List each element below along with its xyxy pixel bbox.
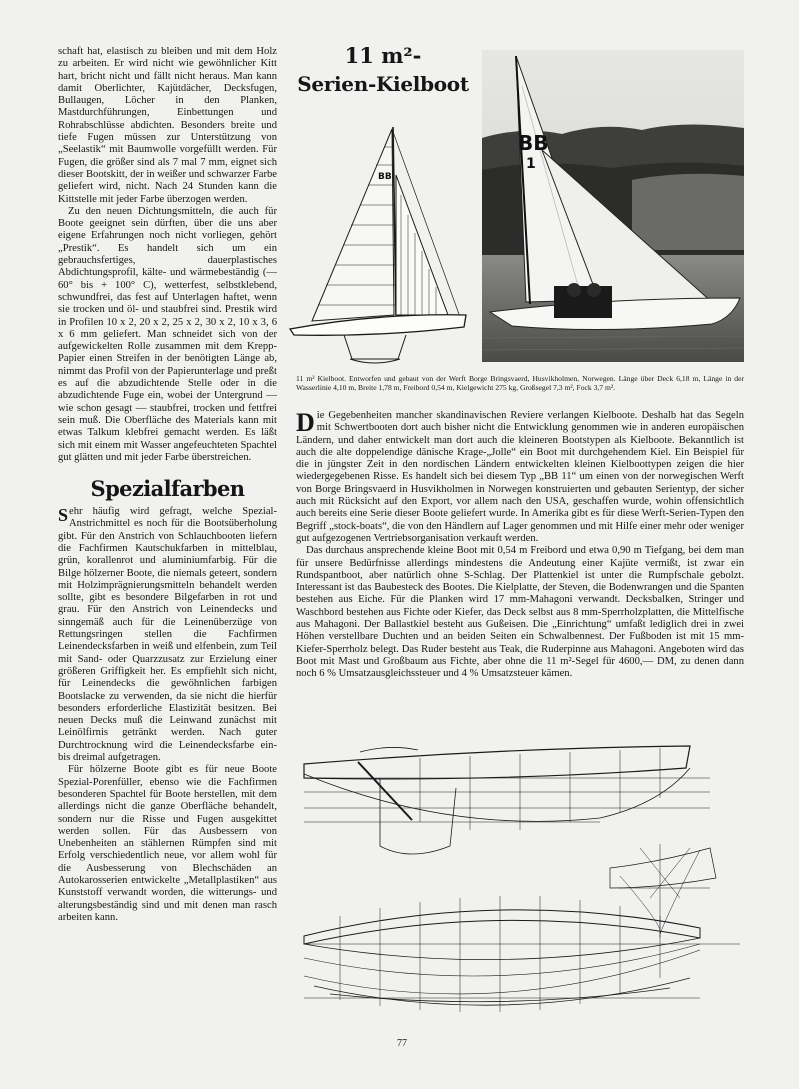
left-column [58,46,277,924]
hull-lines-plan [300,738,750,1038]
sailboat-photo [482,50,744,362]
right-paragraph-1-text: ie Gegebenheiten mancher skandinavischen Reviere verlangen Kielboote. Deshalb hat das Segeln mit Schwertbooten dort auch bisher nicht die Entwicklung genommen wie in anderen europäischen Ländern, und daher entwickelt man dort auch die kleineren Bootstypen als Kielboote. Bekanntlich ist auch die alte doppelendige dänische Krage-„Jolle“ ein Boot mit durchgehendem Kiel. Ein Beispiel für die in jüngster Zeit in den nordischen Ländern entwickelten kleinen Kielboottypen zeigen die hier wiedergegebenen Risse. Es handelt sich bei diesem Typ „BB 11“ um einen von der norwegischen Werft von Borge Bringsvaerd in Husvikholmen in Norwegen konstruierten und gebauten Serientyp, der sicher auch mit Rücksicht auf den Export, vor allem nach den USA, geschaffen wurde, wohin offensichtlich auch bereits eine Serie dieser Boote geliefert wurde. In Amerika gibt es für diese Werft-Serien-Typen den Begriff „stock-boats“, die von den Händlern auf Lager genommen und mit Hilfe einer mehr oder weniger gut aufgezogenen Vertriebsorganisation verkauft werden. [296,410,744,544]
figure-caption: 11 m² Kielboot. Entworfen und gebaut von der Werft Borge Bringsvaerd, Husvikholmen, Norwegen. Länge über Deck 6,18 m, Länge in der Wasserlinie 4,10 m, Breite 1,78 m, Freibord 0,54 m, Kielgewicht 275 kg, Großsegel 7,3 m², Fock 3,7 m². [296,374,744,393]
dropcap-d: D [296,408,315,437]
left-paragraph-4: Für hölzerne Boote gibt es für neue Boote Spezial-Porenfüller, ebenso wie die Fachfirmen besonderen Spachtel für Boote herstellen, mit dem allerdings nicht die ganze Oberfläche behandelt, sondern nur die Risse und Fugen ausgekittet werden sollen. Für das Ausbessern von Unebenheiten an stählernen Rümpfen sind mit Erfolg verschiedentlich neue, vor allem wohl für die Ausbesserung von Blechschäden an Autokarosserien entwickelte „Metallplastiken“ aus Kunststoff verwandt worden, die witterungs- und alterungsbeständig sind und mit denen man rasch arbeiten kann. [58,764,277,923]
title-line-1: 11 m²- [344,43,422,68]
article-title [288,42,478,98]
photo-sail-number: 1 [526,156,536,172]
right-paragraph-2: Das durchaus ansprechende kleine Boot mit 0,54 m Freibord und etwa 0,90 m Tiefgang, bei dem man für unsere Bedürfnisse allerdings mindestens die Andeutung einer Kajüte vermißt, ist zwar ein Rundspantboot, aber natürlich ohne S-Schlag. Der Plattenkiel ist unter die Rumpfschale gebolzt. Interessant ist das Baubesteck des Bootes. Die Kielplatte, der Steven, die Bodenwrangen und die Spanten bestehen aus Eiche. Für die Planken wird 17 mm-Mahagoni verwandt. Decksbalken, Stringer und Waschbord bestehen aus Fichte oder Kiefer, das Deck selbst aus 8 mm-Sperrholzplatten, die Mittelfische aus Mahagoni. Der Ballastkiel besteht aus Gußeisen. Die „Einrichtung“ umfaßt lediglich drei in zwei Höhen verstellbare Duchten und an beiden Seiten ein Schwalbennest. Der Fußboden ist mit 15 mm-Kiefer-Sperrholz belegt. Das Ruder besteht aus Teak, die Ruderpinne aus Mahagoni. Angeboten wird das Boot mit Mast und Großbaum aus Fichte, aber ohne die 11 m²-Segel für 4600,— DM, zu denen dann noch 6 % Umsatzausgleichssteuer und 4 % Umsatzsteuer kämen. [296,545,744,680]
title-line-2: Serien-Kielboot [297,72,469,96]
sail-marking-text: BB [378,172,392,182]
left-paragraph-1: schaft hat, elastisch zu bleiben und mit dem Holz zu arbeiten. Er wird nicht wie gewöhnlicher Kitt hart, bricht nicht und fällt nicht heraus. Man kann damit Oberlichter, Kajütdächer, Decksfugen, Bullaugen, Löcher in den Planken, Mastdurchführungen, Einbettungen und Rohrabschlüsse abdichten. Besonders breite und tiefe Fugen müssen zur Unterstützung von „Seelastik“ mit Baumwolle vorgefüllt werden. Für Fugen, die größer sind als 7 mal 7 mm, eignet sich dieser Bootskitt, der in weißer und schwarzer Farbe geliefert wird, nicht. Nach 24 Stunden kann die Kittstelle mit jeder Farbe überzogen werden. [58,46,277,205]
section-heading: Spezialfarben [90,476,245,502]
right-paragraph-1 [296,410,744,545]
page-number: 77 [397,1038,407,1049]
sail-plan-drawing [288,115,483,370]
dropcap-s: S [58,505,69,526]
left-paragraph-3 [58,506,277,764]
right-column [296,410,744,681]
photo-sail-marking: BB [518,131,549,155]
left-paragraph-3-text: ehr häufig wird gefragt, welche Spezial-Anstrichmittel es noch für die Bootsüberholung gibt. Für den Anstrich von Schlauchbooten liefern die Fachfirmen Kautschukfarben in mittelblau, grün, korallenrot und aluminiumfarbig. Für die Bilge hölzerner Boote, die niemals geteert, sondern mit Holzimprägnierungsmitteln behandelt werden sollte, gibt es besondere Bilgefarben in rot und grau. Für den Anstrich von Leinendecks und sinngemäß auch für die Leinenüberzüge von Rettungsringen stellen die Fachfirmen Leinendecksfarben in weiß und elfenbein, zum Teil mit Sand- oder Quarzzusatz zur Erzielung einer größeren Griffigkeit her. Es empfiehlt sich nicht, für Leinendecks die gewöhnlichen farbigen Bootslacke zu verwenden, da sie nicht die hierfür besonders erforderliche Elastizität besitzen. Bei neuen Decks muß die Leinwand zunächst mit Leinölfirnis getränkt werden. Nach guter Durchtrocknung wird die Leinendecksfarbe ein- bis dreimal aufgetragen. [58,506,277,764]
left-paragraph-2: Zu den neuen Dichtungsmitteln, die auch für Boote geeignet sein dürften, über die uns aber eigene Erfahrungen noch nicht vorliegen, gehört „Prestik“. Es handelt sich um ein gebrauchsfertiges, dauerplastisches Abdichtungsprofil, kälte- und wärmebeständig (— 60° bis + 100° C), wetterfest, selbstklebend, schwundfrei, das fest auf Unterlagen haftet, wenn sie trocken und öl- und staubfrei sind. Prestik wird in Profilen 10 x 2, 20 x 2, 25 x 2, 30 x 2, 10 x 3, 6 x 6 mm geliefert. Man schneidet sich von der aufgewickelten Rolle zusammen mit dem Krepp-Papier einen Streifen in der benötigten Länge ab, nimmt das Profil von der Papierunterlage und preßt es auf die abzudichtende Stelle oder in die abzudichtende Fuge ein, wobei der Untergrund — wie schon gesagt — staubfrei, trocken und fettfrei sein muß. Die Oberfläche des Materials kann mit etwas Talkum klebfrei gemacht werden. Es läßt sich mit einem mit Wasser angefeuchteten Spachtel gut glätten und mit jeder Farbe überstreichen. [58,205,277,463]
